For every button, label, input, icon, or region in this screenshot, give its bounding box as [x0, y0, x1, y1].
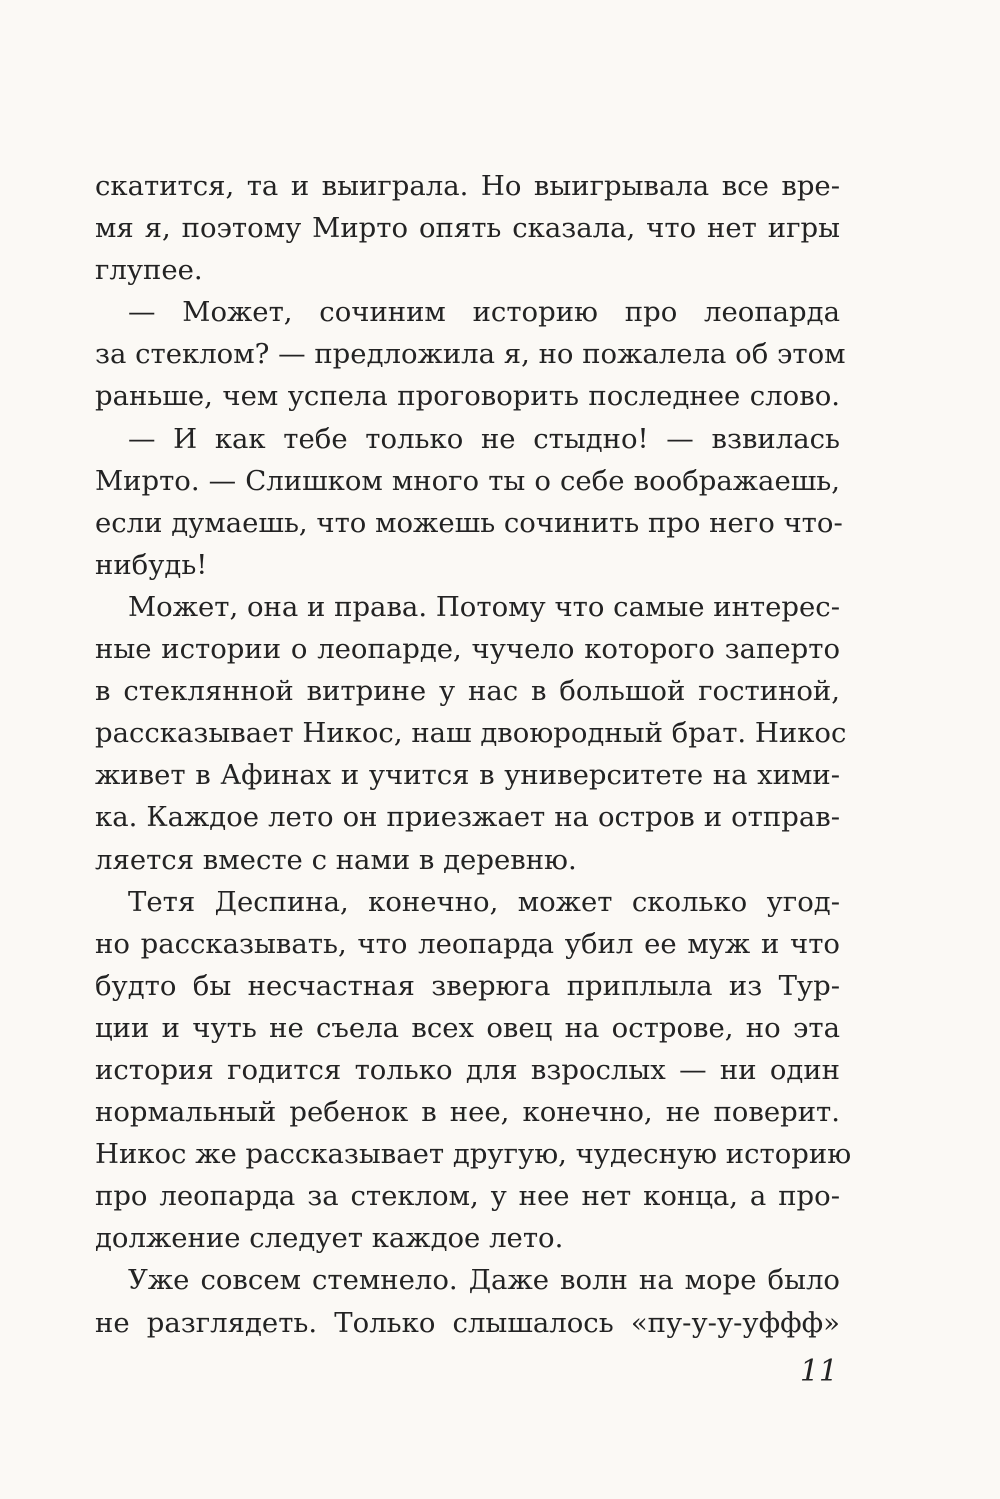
text-line: рассказывает Никос, наш двоюродный брат. Никос	[95, 717, 847, 750]
text-line: ка. Каждое лето он приезжает на остров и отправ-	[95, 801, 840, 834]
text-line: Никос же рассказывает другую, чудесную историю	[95, 1138, 852, 1171]
text-line: — Может, сочиним историю про леопарда	[128, 296, 840, 329]
text-line: нормальный ребенок в нее, конечно, не поверит.	[95, 1096, 840, 1129]
text-line: если думаешь, что можешь сочинить про него что-	[95, 506, 843, 539]
text-line: ции и чуть не съела всех овец на острове, но эта	[95, 1011, 840, 1044]
text-line: ляется вместе с нами в деревню.	[95, 843, 577, 876]
text-line: Может, она и права. Потому что самые интерес-	[128, 590, 840, 623]
text-line: но рассказывать, что леопарда убил ее муж и что	[95, 927, 840, 960]
text-line: в стеклянной витрине у нас в большой гостиной,	[95, 675, 840, 708]
page-number: 11	[799, 1354, 838, 1389]
text-line: про леопарда за стеклом, у нее нет конца, а про-	[95, 1180, 840, 1213]
text-line: Уже совсем стемнело. Даже волн на море было	[128, 1264, 840, 1297]
text-line: живет в Афинах и учится в университете на хими-	[95, 759, 840, 792]
text-line: не разглядеть. Только слышалось «пу-у-у-уффф»	[95, 1306, 840, 1339]
text-line: — И как тебе только не стыдно! — взвилась	[128, 422, 840, 455]
text-line: мя я, поэтому Мирто опять сказала, что нет игры	[95, 212, 840, 245]
text-line: скатится, та и выиграла. Но выигрывала все вре-	[95, 170, 840, 202]
text-line: раньше, чем успела проговорить последнее слово.	[95, 380, 840, 413]
text-line: должение следует каждое лето.	[95, 1222, 564, 1255]
text-line: история годится только для взрослых — ни один	[95, 1053, 840, 1086]
text-line: Тетя Деспина, конечно, может сколько угод-	[128, 885, 840, 918]
text-line: глупее.	[95, 254, 203, 287]
text-line: за стеклом? — предложила я, но пожалела об этом	[95, 338, 846, 371]
text-line: будто бы несчастная зверюга приплыла из Тур-	[95, 969, 840, 1002]
text-line: ные истории о леопарде, чучело которого заперто	[95, 633, 840, 666]
text-line: нибудь!	[95, 548, 208, 581]
body-text	[95, 165, 852, 1344]
text-line: Мирто. — Слишком много ты о себе воображаешь,	[95, 464, 840, 497]
